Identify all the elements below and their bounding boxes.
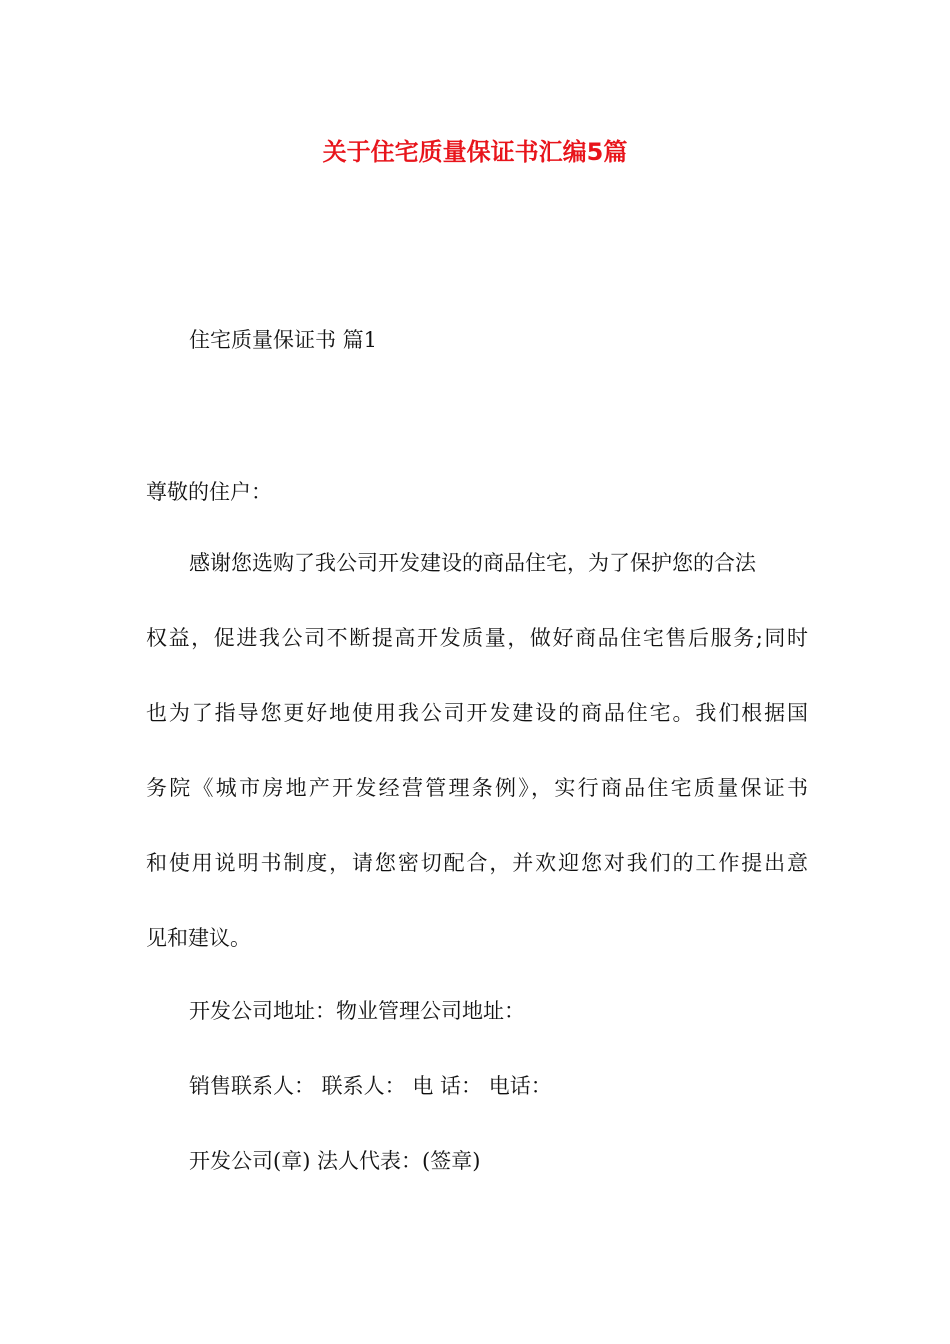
body-line-6: 见和建议。 <box>146 926 251 950</box>
body-line-3: 也为了指导您更好地使用我公司开发建设的商品住宅。我们根据国 <box>146 701 808 725</box>
address-line: 开发公司地址：物业管理公司地址： <box>189 999 525 1023</box>
contact-line: 销售联系人： 联系人： 电 话： 电话： <box>189 1074 552 1098</box>
body-line-5: 和使用说明书制度，请您密切配合，并欢迎您对我们的工作提出意 <box>146 851 808 875</box>
salutation: 尊敬的住户： <box>146 480 272 504</box>
signature-line: 开发公司(章) 法人代表：(签章) <box>189 1149 481 1173</box>
body-line-2: 权益，促进我公司不断提高开发质量，做好商品住宅售后服务;同时 <box>146 626 808 650</box>
section-heading: 住宅质量保证书 篇1 <box>189 328 378 352</box>
body-line-1: 感谢您选购了我公司开发建设的商品住宅，为了保护您的合法 <box>189 551 756 575</box>
body-line-4: 务院《城市房地产开发经营管理条例》，实行商品住宅质量保证书 <box>146 776 808 800</box>
document-title: 关于住宅质量保证书汇编5篇 <box>322 138 628 166</box>
